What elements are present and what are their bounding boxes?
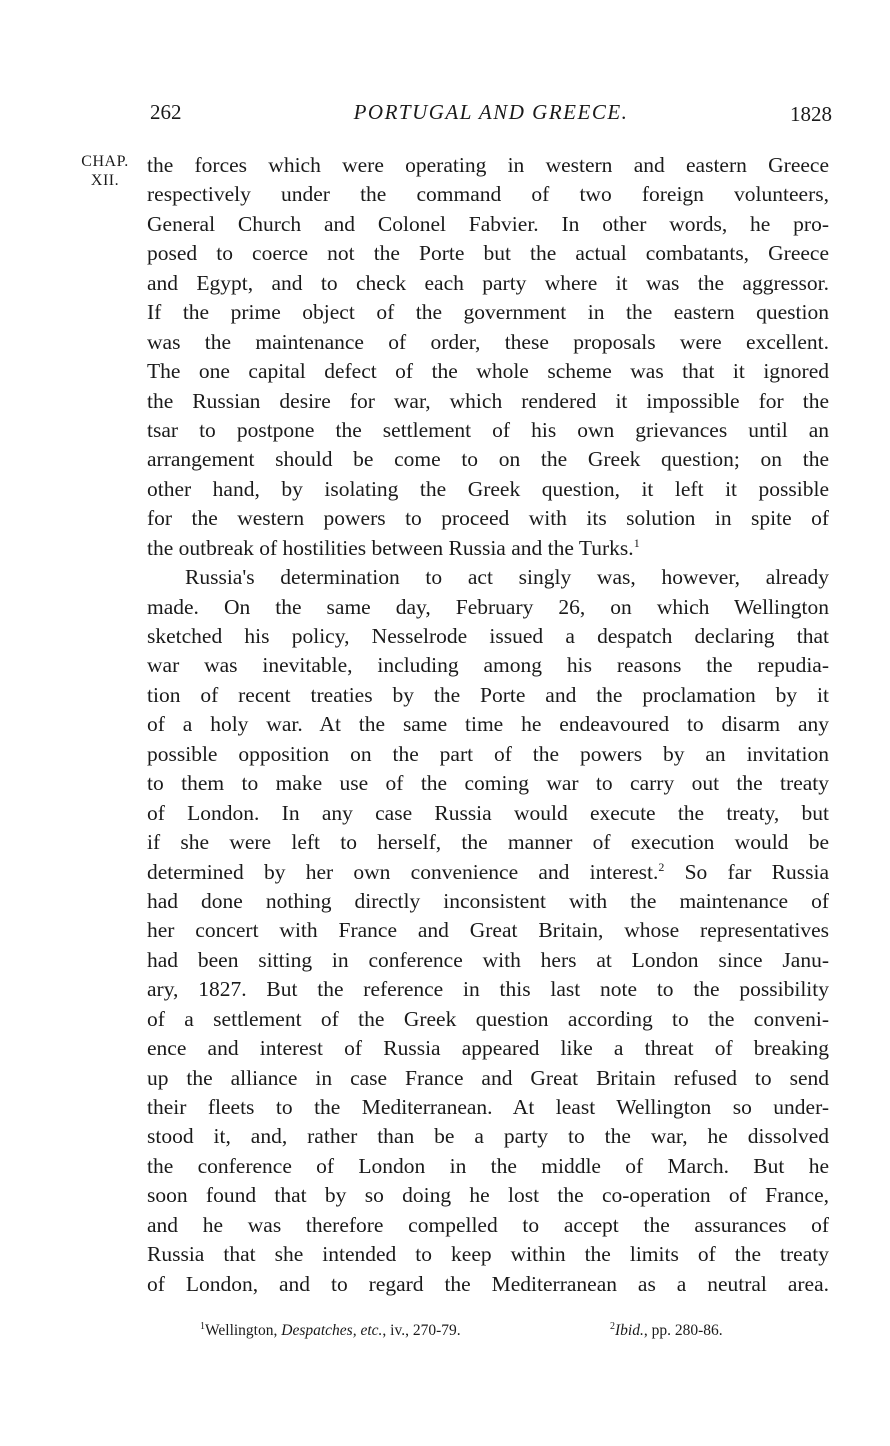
text-line: their fleets to the Mediterranean. At least Wellington so under- — [147, 1095, 829, 1119]
header-year: 1828 — [790, 102, 832, 126]
text-line: if she were left to herself, the manner of execution would be — [147, 830, 829, 855]
text-line: tion of recent treaties by the Porte and the proclamation by it — [147, 682, 829, 707]
text-line: of a holy war. At the same time he endeavoured to disarm any — [147, 712, 829, 737]
text-line: her concert with France and Great Britain, whose representatives — [147, 918, 829, 943]
text-line: of London. In any case Russia would execute the treaty, but — [147, 800, 829, 825]
text-line: stood it, and, rather than be a party to the war, he dissolved — [147, 1124, 829, 1149]
text-line: soon found that by so doing he lost the co-operation of France, — [147, 1183, 829, 1208]
footnote-citation: , pp. 280-86. — [643, 1322, 723, 1339]
text-line: arrangement should be come to on the Greek question; on the — [147, 447, 829, 472]
text-line: to them to make use of the coming war to carry out the treaty — [147, 771, 829, 796]
footnote-work-title: Ibid. — [615, 1322, 644, 1339]
text-segment: determined by her own convenience and interest. — [147, 859, 659, 884]
footnote-author: Wellington, — [205, 1322, 282, 1339]
text-line: of a settlement of the Greek question according to the conveni- — [147, 1006, 829, 1031]
text-line — [147, 534, 829, 563]
footnote-mark: 1 — [200, 1321, 205, 1332]
text-line: had been sitting in conference with hers at London since Janu- — [147, 947, 829, 972]
text-line: had done nothing directly inconsistent with the maintenance of — [147, 888, 829, 913]
footnote-work-title: Despatches, etc. — [281, 1322, 383, 1339]
footnote-reference: 1 — [633, 535, 640, 550]
text-line: General Church and Colonel Fabvier. In other words, he pro- — [147, 211, 829, 236]
text-line: the Russian desire for war, which rendered it impossible for the — [147, 388, 829, 413]
text-line: If the prime object of the government in the eastern question — [147, 300, 829, 325]
footnote-reference: 2 — [658, 859, 665, 874]
text-line: Russia's determination to act singly was, however, already — [185, 565, 829, 590]
chapter-label: CHAP. — [81, 153, 129, 170]
text-line: and Egypt, and to check each party where it was the aggressor. — [147, 270, 829, 295]
footnote-citation: , iv., 270-79. — [382, 1322, 461, 1339]
footnote — [610, 1322, 723, 1340]
text-line: of London, and to regard the Mediterranean as a neutral area. — [147, 1271, 829, 1296]
text-line: possible opposition on the part of the powers by an invitation — [147, 741, 829, 766]
text-segment: So far Russia — [684, 859, 829, 884]
text-line: and he was therefore compelled to accept the assurances of — [147, 1212, 829, 1237]
text-line: made. On the same day, February 26, on which Wellington — [147, 594, 829, 619]
text-segment: the outbreak of hostilities between Russia and the Turks. — [147, 535, 634, 560]
text-line — [147, 858, 829, 887]
text-line: the forces which were operating in western and eastern Greece — [147, 153, 829, 177]
body-text — [147, 151, 829, 1299]
text-line: posed to coerce not the Porte but the actual combatants, Greece — [147, 241, 829, 266]
text-line: sketched his policy, Nesselrode issued a despatch declaring that — [147, 624, 829, 648]
text-line: Russia that she intended to keep within the limits of the treaty — [147, 1242, 829, 1267]
text-line: ary, 1827. But the reference in this last note to the possibility — [147, 977, 829, 1002]
chapter-number: XII. — [90, 172, 120, 189]
text-line: The one capital defect of the whole scheme was that it ignored — [147, 359, 829, 384]
text-line: up the alliance in case France and Great Britain refused to send — [147, 1065, 829, 1090]
text-line: was the maintenance of order, these proposals were excellent. — [147, 329, 829, 354]
text-line: the conference of London in the middle of March. But he — [147, 1153, 829, 1178]
text-line: for the western powers to proceed with its solution in spite of — [147, 506, 829, 531]
running-header — [150, 96, 832, 130]
text-line: ence and interest of Russia appeared like a threat of breaking — [147, 1036, 829, 1061]
text-line: other hand, by isolating the Greek question, it left it possible — [147, 476, 829, 501]
text-line: tsar to postpone the settlement of his own grievances until an — [147, 417, 829, 442]
running-title: PORTUGAL AND GREECE. — [353, 100, 629, 124]
text-line: war was inevitable, including among his reasons the repudia- — [147, 653, 829, 678]
chapter-marginal-note — [70, 152, 140, 190]
text-line: respectively under the command of two foreign volunteers, — [147, 182, 829, 207]
footnote — [200, 1322, 461, 1340]
footnote-mark: 2 — [610, 1321, 615, 1332]
page-number: 262 — [150, 100, 182, 124]
